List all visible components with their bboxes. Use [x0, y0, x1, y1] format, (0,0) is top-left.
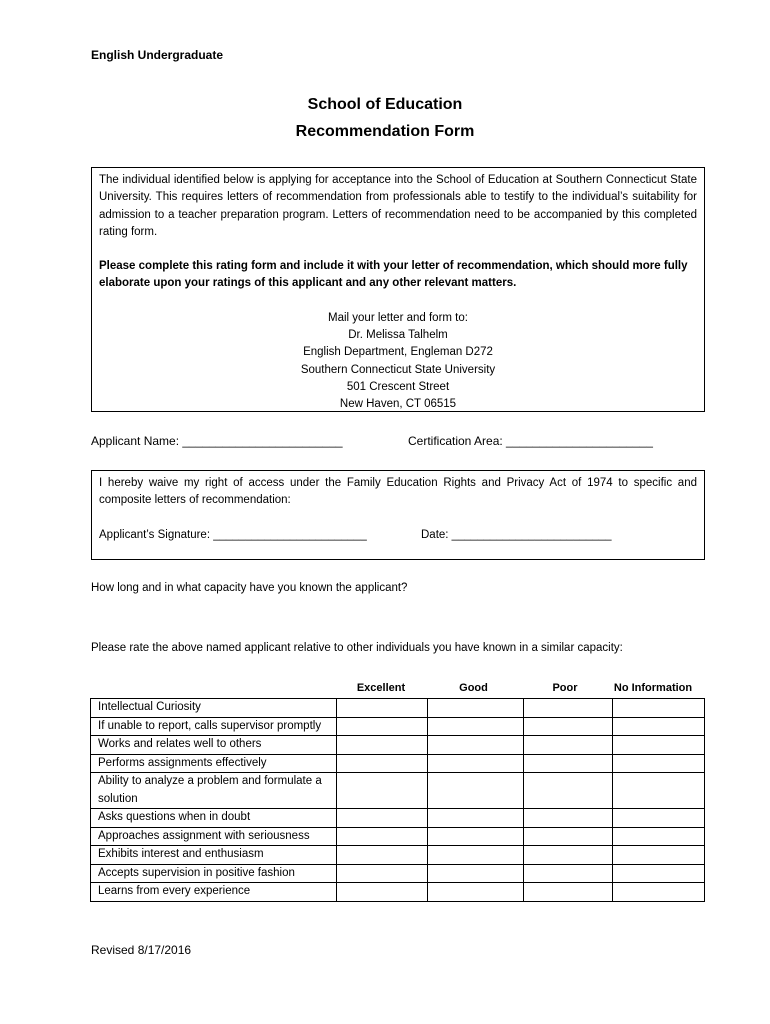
document-header: English Undergraduate	[91, 48, 224, 62]
criterion-label: Works and relates well to others	[91, 736, 337, 755]
rating-cell-poor[interactable]	[524, 864, 613, 883]
rating-cell-good[interactable]	[428, 699, 524, 718]
instruction-text: Please complete this rating form and include it with your letter of recommendation, which should more fully elaborate upon your ratings of this applicant and any other relevant matters.	[99, 260, 688, 290]
rating-cell-excellent[interactable]	[337, 883, 428, 902]
header-poor: Poor	[552, 682, 578, 694]
rating-cell-excellent[interactable]	[337, 717, 428, 736]
rating-cell-excellent[interactable]	[337, 846, 428, 865]
rating-cell-no-information[interactable]	[613, 846, 705, 865]
mail-label: Mail your letter and form to:	[328, 311, 468, 324]
rating-cell-poor[interactable]	[524, 846, 613, 865]
mail-street: 501 Crescent Street	[346, 380, 450, 393]
rating-cell-poor[interactable]	[524, 736, 613, 755]
rating-cell-no-information[interactable]	[613, 773, 705, 809]
table-row	[91, 773, 705, 809]
rating-cell-good[interactable]	[428, 846, 524, 865]
rating-cell-poor[interactable]	[524, 754, 613, 773]
criterion-label: Asks questions when in doubt	[91, 809, 337, 828]
criterion-label: Accepts supervision in positive fashion	[91, 864, 337, 883]
rating-cell-good[interactable]	[428, 754, 524, 773]
rating-cell-good[interactable]	[428, 736, 524, 755]
signature-field[interactable]: Applicant’s Signature: ________________________	[99, 528, 367, 541]
rating-cell-no-information[interactable]	[613, 809, 705, 828]
rating-cell-good[interactable]	[428, 809, 524, 828]
mail-city: New Haven, CT 06515	[339, 398, 457, 411]
header-excellent: Excellent	[356, 682, 406, 694]
page-title: School of Education	[307, 96, 463, 113]
capacity-question: How long and in what capacity have you known the applicant?	[91, 582, 408, 594]
header-good: Good	[459, 682, 488, 694]
criterion-label: Exhibits interest and enthusiasm	[91, 846, 337, 865]
rating-cell-no-information[interactable]	[613, 883, 705, 902]
rating-prompt: Please rate the above named applicant relative to other individuals you have known in a similar capacity:	[91, 642, 623, 654]
rating-cell-good[interactable]	[428, 864, 524, 883]
rating-cell-excellent[interactable]	[337, 736, 428, 755]
certification-area-field[interactable]: Certification Area: ______________________	[408, 434, 653, 448]
criterion-label: Performs assignments effectively	[91, 754, 337, 773]
rating-cell-good[interactable]	[428, 883, 524, 902]
rating-cell-no-information[interactable]	[613, 827, 705, 846]
waiver-text: I hereby waive my right of access under the Family Education Rights and Privacy Act of 1974 to specific and composite letters of recommendation:	[99, 477, 697, 507]
table-row	[91, 827, 705, 846]
rating-cell-excellent[interactable]	[337, 773, 428, 809]
rating-cell-excellent[interactable]	[337, 809, 428, 828]
rating-cell-good[interactable]	[428, 773, 524, 809]
intro-box	[91, 167, 705, 412]
table-row	[91, 883, 705, 902]
table-row	[91, 846, 705, 865]
header-no-information: No Information	[613, 682, 693, 694]
rating-cell-no-information[interactable]	[613, 699, 705, 718]
rating-cell-excellent[interactable]	[337, 699, 428, 718]
table-row	[91, 699, 705, 718]
rating-cell-no-information[interactable]	[613, 717, 705, 736]
rating-cell-no-information[interactable]	[613, 736, 705, 755]
date-field[interactable]: Date: _________________________	[421, 528, 612, 541]
rating-cell-poor[interactable]	[524, 773, 613, 809]
criterion-label: Ability to analyze a problem and formulate a solution	[91, 773, 337, 809]
rating-cell-good[interactable]	[428, 827, 524, 846]
mail-dept: English Department, Engleman D272	[303, 346, 493, 359]
table-row	[91, 717, 705, 736]
rating-cell-excellent[interactable]	[337, 827, 428, 846]
mail-univ: Southern Connecticut State University	[300, 363, 496, 376]
rating-table	[90, 698, 705, 902]
table-row	[91, 809, 705, 828]
rating-cell-excellent[interactable]	[337, 864, 428, 883]
criterion-label: Learns from every experience	[91, 883, 337, 902]
table-row	[91, 754, 705, 773]
criterion-label: Approaches assignment with seriousness	[91, 827, 337, 846]
rating-cell-no-information[interactable]	[613, 754, 705, 773]
rating-cell-good[interactable]	[428, 717, 524, 736]
rating-cell-poor[interactable]	[524, 699, 613, 718]
criterion-label: Intellectual Curiosity	[91, 699, 337, 718]
table-row	[91, 736, 705, 755]
rating-cell-poor[interactable]	[524, 827, 613, 846]
rating-cell-poor[interactable]	[524, 809, 613, 828]
waiver-box	[91, 470, 705, 560]
revision-date: Revised 8/17/2016	[91, 943, 192, 957]
criterion-label: If unable to report, calls supervisor promptly	[91, 717, 337, 736]
rating-cell-excellent[interactable]	[337, 754, 428, 773]
table-row	[91, 864, 705, 883]
rating-cell-poor[interactable]	[524, 883, 613, 902]
intro-paragraph: The individual identified below is applying for acceptance into the School of Education at Southern Connecticut State University. This requires letters of recommendation from professionals able to testify to the individual’s suitability for admission to a teacher preparation program. Letters of recommendation need to be accompanied by this completed rating form.	[99, 174, 697, 238]
mail-name: Dr. Melissa Talhelm	[348, 329, 448, 342]
rating-cell-poor[interactable]	[524, 717, 613, 736]
applicant-name-field[interactable]: Applicant Name: ________________________	[91, 434, 343, 448]
rating-cell-no-information[interactable]	[613, 864, 705, 883]
page-subtitle: Recommendation Form	[295, 123, 475, 140]
